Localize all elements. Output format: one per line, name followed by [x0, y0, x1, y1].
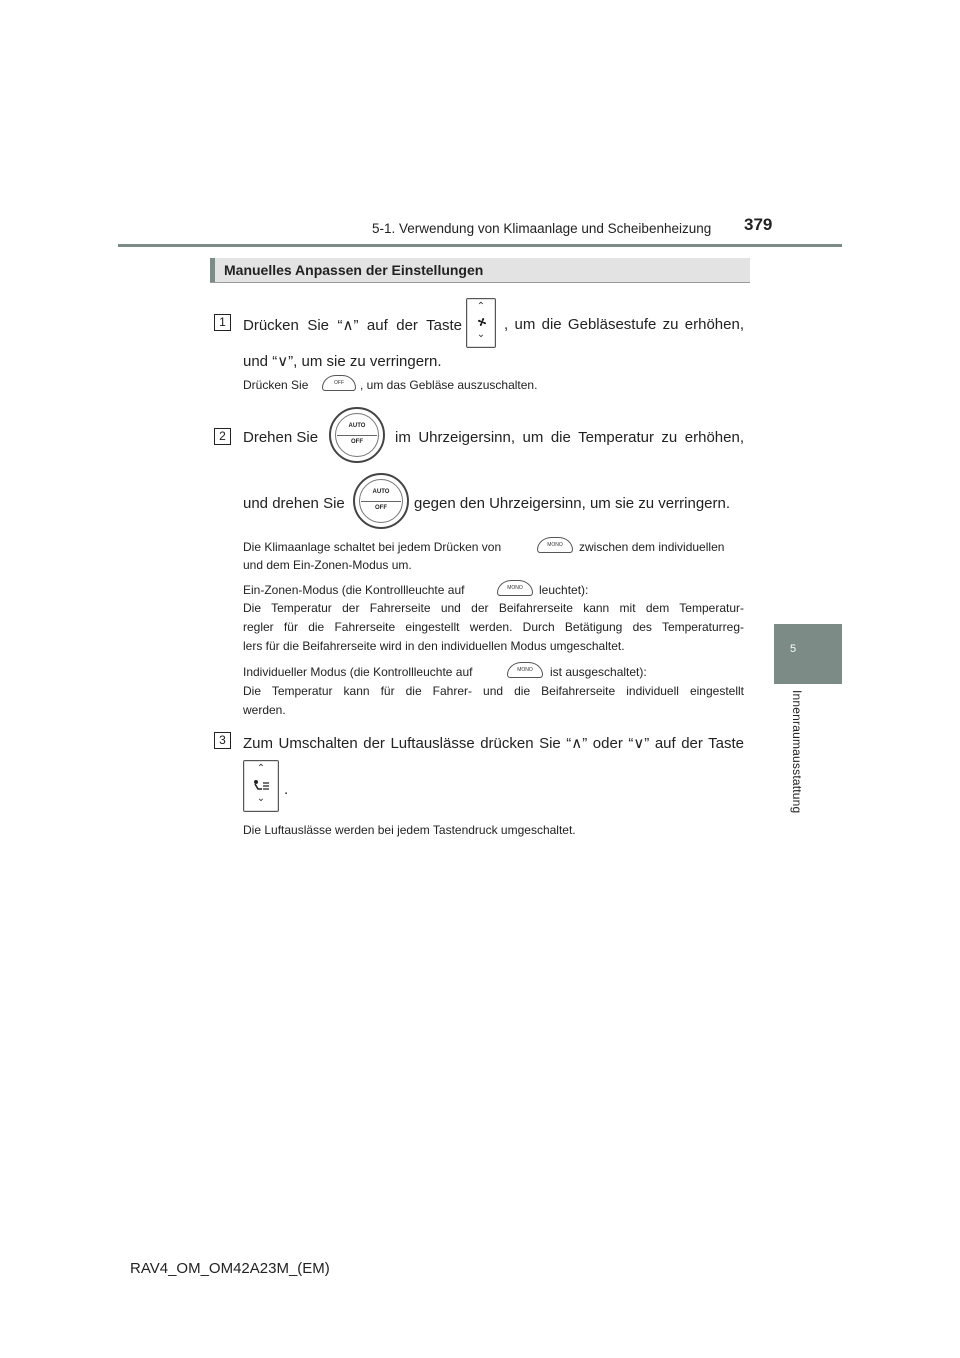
step-1-text-a: Drücken Sie “∧” auf der Taste	[243, 317, 462, 334]
knob-off-label: OFF	[351, 439, 363, 445]
step-2-text-line2-b: gegen den Uhrzeigersinn, um sie zu verringern.	[414, 495, 731, 512]
step-2-text-a: Drehen Sie	[243, 429, 319, 446]
step-2-note1-c: und dem Ein-Zonen-Modus um.	[243, 558, 412, 572]
document-code: RAV4_OM_OM42A23M_(EM)	[130, 1260, 330, 1277]
step-1-note-b: , um das Gebläse auszuschalten.	[360, 378, 538, 392]
fan-off-button-label: OFF	[334, 380, 344, 386]
step-2-note2-e: lers für die Beifahrerseite wird in den individuellen Modus umgeschaltet.	[243, 639, 625, 653]
knob-off-label: OFF	[375, 505, 387, 511]
fan-speed-button-icon: ⌃ ⌄	[466, 298, 496, 348]
mono-button-label: MONO	[517, 667, 533, 673]
mono-button-label: MONO	[547, 542, 563, 548]
mono-button-icon	[507, 662, 543, 678]
chapter-number: 5	[790, 643, 797, 655]
step-2-note2-a: Ein-Zonen-Modus (die Kontrollleuchte auf	[243, 583, 465, 597]
knob-divider	[361, 501, 401, 502]
running-header-title: 5-1. Verwendung von Klimaanlage und Scheibenheizung	[372, 221, 712, 236]
step-3-note: Die Luftauslässe werden bei jedem Tastendruck umgeschaltet.	[243, 823, 576, 837]
knob-auto-label: AUTO	[372, 489, 390, 495]
step-2-text-b: im Uhrzeigersinn, um die Temperatur zu erhöhen,	[395, 429, 744, 446]
chapter-tab	[774, 624, 842, 684]
section-heading-accent	[210, 258, 215, 282]
step-3-text-line1: Zum Umschalten der Luftauslässe drücken Sie “∧” oder “∨” auf der Taste	[243, 735, 744, 752]
step-1-note-a: Drücken Sie	[243, 378, 309, 392]
step-2-note3-b: ist ausgeschaltet):	[550, 665, 647, 679]
mono-button-icon	[497, 580, 533, 596]
header-rule	[118, 244, 842, 247]
section-heading-text: Manuelles Anpassen der Einstellungen	[224, 262, 484, 278]
step-number-3: 3	[214, 732, 231, 749]
step-2-note3-c: Die Temperatur kann für die Fahrer- und die Beifahrerseite individuell eingestellt	[243, 684, 744, 698]
step-2-note2-d: regler für die Fahrerseite eingestellt werden. Durch Betätigung des Temperaturreg-	[243, 620, 744, 634]
step-2-text-line2-a: und drehen Sie	[243, 495, 345, 512]
step-3-text-line2: .	[284, 781, 289, 798]
step-2-note2-c: Die Temperatur der Fahrerseite und der Beifahrerseite kann mit dem Temperatur-	[243, 601, 744, 615]
chapter-label: Innenraumausstattung	[790, 690, 804, 814]
air-outlet-button-icon: ⌃ ⌄	[243, 760, 279, 812]
step-2-note3-a: Individueller Modus (die Kontrollleuchte auf	[243, 665, 473, 679]
page-number: 379	[744, 215, 773, 234]
mono-button-label: MONO	[507, 585, 523, 591]
step-2-note3-d: werden.	[243, 703, 286, 717]
step-number-2: 2	[214, 428, 231, 445]
knob-divider	[337, 435, 377, 436]
air-outlet-icon	[252, 779, 272, 793]
knob-auto-label: AUTO	[348, 423, 366, 429]
step-2-note1-a: Die Klimaanlage schaltet bei jedem Drücken von	[243, 540, 502, 554]
step-1-text-b: , um die Gebläsestufe zu erhöhen,	[504, 316, 744, 333]
mono-button-icon	[537, 537, 573, 553]
step-2-note2-b: leuchtet):	[539, 583, 589, 597]
temperature-knob-icon	[329, 407, 385, 463]
step-1-text-line2: und “∨”, um sie zu verringern.	[243, 353, 442, 370]
fan-off-button-icon	[322, 375, 356, 391]
step-2-note1-b: zwischen dem individuellen	[579, 540, 725, 554]
step-number-1: 1	[214, 314, 231, 331]
section-heading	[210, 258, 750, 283]
passenger-temperature-knob-icon	[353, 473, 409, 529]
fan-icon	[476, 316, 488, 328]
